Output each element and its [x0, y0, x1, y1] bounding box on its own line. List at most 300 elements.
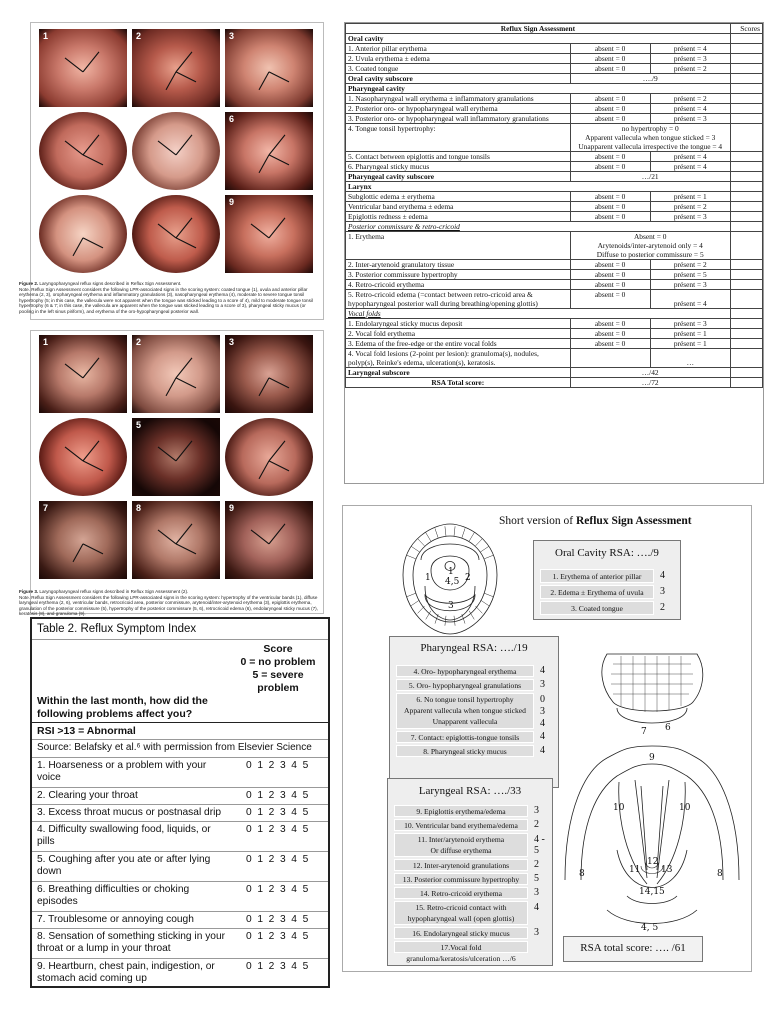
rsi-score-scale[interactable]: 0 1 2 3 4 5	[246, 790, 309, 801]
rsi-question-line-2: following problems affect you?	[37, 708, 193, 720]
laryngeal-rsa-item	[394, 873, 528, 885]
rsa-absent-value: absent = 0	[570, 64, 650, 74]
laryngeal-rsa-item-text: Or diffuse erythema	[430, 846, 492, 855]
mouth-label-3: 3	[448, 601, 454, 611]
arrow-annotation-icon	[225, 335, 313, 413]
rsa-item-label: 2. Vocal fold erythema	[346, 329, 571, 339]
pharyngeal-rsa-item-score: 4	[540, 718, 545, 729]
rsa-item-label: Ventricular band erythema ± edema	[346, 202, 571, 212]
rsa-absent-value: absent = 0	[570, 192, 650, 202]
rsa-graded-values	[570, 232, 730, 260]
pharyngeal-rsa-item	[396, 679, 534, 691]
pharyngeal-rsa-item-score: 0	[540, 694, 545, 705]
rsi-item-divider	[32, 928, 328, 929]
rsa-section-row	[346, 182, 763, 192]
rsa-subscore-row	[346, 74, 763, 84]
rsi-item-text: 3. Excess throat mucus or postnasal drip	[37, 807, 222, 818]
fig2-photo-2	[132, 29, 220, 107]
arrow-annotation-icon	[39, 335, 127, 413]
figure-3-caption	[19, 589, 319, 617]
rsa-present-value: présent = 4	[650, 104, 730, 114]
arrow-annotation-icon	[132, 112, 220, 190]
pharyngeal-rsa-item-text: 5. Oro- hypopharyngeal granulations	[408, 681, 522, 690]
figure-2-caption-note: Note. Reflux Sign Assessment considers the following LPR-associated signs in the scoring system: coated tongue (1), uvula and anterior pillar erythema (2, 3), oropharyngeal erythema and inflammatory granulations (3), nasopharyngeal erythema (4), moderate to severe tongue tonsil hypertrophy (5; in this case, the vallecula were not apparent when the tongue was sticked leading to a score of 4), mild to moderate tongue tonsil hypertrophy (6 & 7; in this case, the vallecula are apparent when the tongue was sticked leading to a score of 3), pharyngeal sticky mucus (or pooling in the left sinus piriform), and erythema of the oro-hypopharyngeal posterior wall.	[19, 286, 313, 314]
rsi-score-scale[interactable]: 0 1 2 3 4 5	[246, 931, 309, 942]
rsa-score-cell	[730, 124, 762, 152]
rsi-item-divider	[32, 851, 328, 852]
fig3-photo-number: 2	[136, 337, 142, 347]
rsi-divider	[32, 639, 328, 640]
mouth-label-45: 4,5	[445, 577, 460, 587]
rsi-item-text: voice	[37, 772, 61, 784]
arrow-annotation-icon	[132, 29, 220, 107]
oral-rsa-item	[540, 569, 654, 583]
rsa-total-box	[563, 936, 703, 962]
rsa-item-label: 1. Nasopharyngeal wall erythema ± inflammatory granulations	[346, 94, 571, 104]
rsa-subscore-label: Pharyngeal cavity subscore	[346, 172, 571, 182]
rsa-item-row	[346, 94, 763, 104]
fig2-photo-4	[39, 112, 127, 190]
short-rsa-title	[499, 515, 692, 527]
rsa-subscore-label: Oral cavity subscore	[346, 74, 571, 84]
rsa-subscore-value: …./9	[570, 74, 730, 84]
rsa-item-row	[346, 270, 763, 280]
reflux-symptom-index-table	[30, 617, 330, 988]
rsi-divider	[32, 739, 328, 740]
fig2-photo-number: 7	[43, 197, 49, 207]
fig2-photo-6	[225, 112, 313, 190]
rsi-item-text: 8. Sensation of something sticking in your	[37, 931, 226, 942]
rsa-present-value: présent = 3	[650, 54, 730, 64]
rsa-score-cell	[730, 74, 762, 84]
rsi-question	[37, 695, 208, 721]
oral-rsa-item-text: 3. Coated tongue	[571, 604, 623, 613]
rsi-score-header-line-3: 5 = severe	[252, 669, 304, 681]
rsa-score-cell	[730, 34, 762, 44]
laryngeal-rsa-item-text: 11. Inter/arytenoid erythema	[417, 835, 505, 844]
fig3-photo-number: 6	[229, 420, 235, 430]
mouth-label-1-right: 2	[465, 573, 471, 583]
figure-3-caption-text: Laryngopharyngeal reflux signs described in Reflux Sign Assessment (2).	[38, 589, 189, 594]
rsa-absent-value: absent = 0	[570, 339, 650, 349]
rsa-item-row	[346, 202, 763, 212]
rsi-divider	[32, 722, 328, 723]
rsa-total-row	[346, 378, 763, 388]
rsa-item-row	[346, 162, 763, 172]
rsi-score-scale[interactable]: 0 1 2 3 4 5	[246, 914, 309, 925]
laryngeal-rsa-item-score: 3	[534, 805, 539, 816]
rsa-item-label: 1. Endolaryngeal sticky mucus deposit	[346, 319, 571, 329]
rsa-subsection-label: Posterior commissure & retro-cricoid	[346, 222, 731, 232]
larynx-label-7: 7	[641, 727, 647, 737]
fig3-photo-4	[39, 418, 127, 496]
fig2-photo-3	[225, 29, 313, 107]
short-rsa-title-prefix: Short version of	[499, 515, 576, 527]
fig2-photo-number: 6	[229, 114, 235, 124]
laryngeal-rsa-item-text: hypopharyngeal wall (open glottis)	[407, 914, 515, 923]
rsa-item-label: 2. Inter-arytenoid granulatory tissue	[346, 260, 571, 270]
pharyngeal-rsa-item	[396, 745, 534, 757]
larynx-label-14-15: 14,15	[639, 887, 665, 897]
rsa-score-cell	[730, 368, 762, 378]
rsi-item-text: 5. Coughing after you ate or after lying	[37, 854, 211, 865]
oral-rsa-item-score: 3	[660, 586, 665, 597]
oral-rsa-item-text: 1. Erythema of anterior pillar	[552, 572, 642, 581]
fig3-photo-2	[132, 335, 220, 413]
rsa-score-cell	[730, 222, 762, 232]
fig2-photo-9	[225, 195, 313, 273]
rsa-score-cell	[730, 319, 762, 329]
rsa-score-cell	[730, 290, 762, 309]
rsi-item-text: 4. Difficulty swallowing food, liquids, or	[37, 824, 211, 835]
fig2-photo-number: 5	[136, 114, 142, 124]
pharyngeal-rsa-item-text: 6. No tongue tonsil hypertrophy	[416, 695, 514, 704]
fig3-photo-number: 8	[136, 503, 142, 513]
larynx-label-8-right: 8	[717, 869, 723, 879]
rsa-item-row	[346, 349, 763, 368]
pharyngeal-rsa-item-score: 4	[540, 731, 545, 742]
short-rsa-title-bold: Reflux Sign Assessment	[575, 515, 692, 527]
rsi-item-text: down	[37, 866, 62, 878]
arrow-annotation-icon	[132, 501, 220, 579]
laryngeal-rsa-item	[394, 927, 528, 939]
rsi-item-divider	[32, 958, 328, 959]
larynx-label-13: 13	[661, 865, 673, 875]
rsa-score-cell	[730, 309, 762, 319]
figure-3-photo-grid	[39, 335, 313, 581]
rsa-present-value: présent = 2	[650, 94, 730, 104]
pharyngeal-rsa-item-score: 3	[540, 706, 545, 717]
rsa-multi-row	[346, 124, 763, 152]
fig3-photo-number: 4	[43, 420, 49, 430]
rsa-title: Reflux Sign Assessment	[346, 24, 731, 34]
fig2-photo-number: 4	[43, 114, 49, 124]
rsa-item-label: 4. Retro-cricoid erythema	[346, 280, 571, 290]
laryngeal-rsa-item-text: 15. Retro-cricoid contact with	[415, 903, 507, 912]
rsi-score-header-line-2: 0 = no problem	[240, 656, 316, 668]
rsa-absent-value: absent = 0	[570, 114, 650, 124]
larynx-label-10-left: 10	[613, 803, 625, 813]
rsi-item-text: 9. Heartburn, chest pain, indigestion, or	[37, 961, 215, 972]
rsa-present-value: présent = 4	[650, 152, 730, 162]
rsa-present-value: présent = 1	[650, 329, 730, 339]
rsi-item-divider	[32, 787, 328, 788]
rsi-question-line-1: Within the last month, how did the	[37, 695, 208, 707]
arrow-annotation-icon	[39, 112, 127, 190]
rsa-item-row	[346, 192, 763, 202]
rsa-score-cell	[730, 232, 762, 260]
rsi-item-divider	[32, 804, 328, 805]
fig3-photo-8	[132, 501, 220, 579]
rsa-item-row	[346, 329, 763, 339]
rsa-section-label: Oral cavity	[346, 34, 731, 44]
rsa-subsection-row	[346, 309, 763, 319]
pharyngeal-rsa-item-text: Unapparent vallecula	[432, 717, 498, 726]
laryngeal-rsa-item-score: 3	[534, 927, 539, 938]
oral-cavity-diagram	[395, 520, 505, 638]
larynx-label-6: 6	[665, 723, 671, 733]
pharyngeal-rsa-item-text: 4. Oro- hypopharyngeal erythema	[413, 667, 517, 676]
rsa-item-label: 3. Posterior oro- or hypopharyngeal wall inflammatory granulations	[346, 114, 571, 124]
rsa-absent-value: absent = 0	[570, 44, 650, 54]
pharyngeal-rsa-item-text: 7. Contact: epiglottis-tongue tonsils	[410, 733, 520, 742]
rsa-section-row	[346, 84, 763, 94]
laryngeal-rsa-item-score: 2	[534, 859, 539, 870]
oral-cavity-rsa-box	[533, 540, 681, 620]
rsa-section-label: Pharyngeal cavity	[346, 84, 731, 94]
rsi-item-text: 1. Hoarseness or a problem with your	[37, 760, 207, 771]
rsa-subscore-row	[346, 368, 763, 378]
rsa-item-row	[346, 319, 763, 329]
rsa-present-value: présent = 5	[650, 270, 730, 280]
fig3-photo-6	[225, 418, 313, 496]
laryngeal-rsa-item-text: 14. Retro-cricoid erythema	[419, 889, 503, 898]
rsi-item-text: 7. Troublesome or annoying cough	[37, 914, 194, 925]
rsa-present-value: présent = 1	[650, 192, 730, 202]
rsi-item-divider	[32, 911, 328, 912]
rsa-graded-value: Arytenoids/inter-arytenoid only = 4	[597, 241, 703, 250]
rsa-score-cell	[730, 329, 762, 339]
rsi-score-header	[232, 643, 324, 695]
rsa-absent-value: absent = 0	[570, 152, 650, 162]
larynx-label-12: 12	[647, 857, 659, 867]
rsa-section-row	[346, 34, 763, 44]
fig2-photo-number: 2	[136, 31, 142, 41]
rsa-item-label-line: hypopharyngeal posterior wall during breathing/opening glottis)	[348, 299, 538, 308]
fig3-photo-number: 7	[43, 503, 49, 513]
laryngeal-rsa-title: Laryngeal RSA: …./33	[418, 785, 522, 797]
pharyngeal-rsa-item-score: 4	[540, 745, 545, 756]
fig3-photo-number: 1	[43, 337, 49, 347]
rsa-absent-value: absent = 0	[570, 319, 650, 329]
laryngeal-rsa-item	[394, 887, 528, 899]
laryngeal-rsa-item-text: 17.Vocal fold granuloma/keratosis/ulceration …/6	[406, 943, 516, 963]
fig3-photo-5	[132, 418, 220, 496]
rsa-item-label: 2. Uvula erythema ± edema	[346, 54, 571, 64]
pharyngeal-rsa-title: Pharyngeal RSA: …./19	[420, 642, 528, 654]
fig2-photo-number: 1	[43, 31, 49, 41]
rsa-graded-value: Apparent vallecula when tongue sticked = 3	[585, 133, 716, 142]
fig2-photo-5	[132, 112, 220, 190]
rsa-item-label-line: polyp(s), Reinke's edema, ulceration(s), keratosis.	[348, 358, 496, 367]
pharyngeal-rsa-item-score: 3	[540, 679, 545, 690]
short-rsa-panel	[342, 505, 752, 972]
rsa-present-value: …	[650, 349, 730, 368]
arrow-annotation-icon	[225, 418, 313, 496]
rsa-scores-header: Scores	[730, 24, 762, 34]
rsa-score-cell	[730, 44, 762, 54]
pharyngeal-rsa-item-text: Apparent vallecula when tongue sticked	[404, 706, 526, 715]
fig3-photo-number: 5	[136, 420, 142, 430]
fig3-photo-1	[39, 335, 127, 413]
rsi-score-scale[interactable]: 0 1 2 3 4 5	[246, 760, 309, 771]
arrow-annotation-icon	[39, 418, 127, 496]
fig3-photo-7	[39, 501, 127, 579]
rsa-score-cell	[730, 162, 762, 172]
rsa-score-cell	[730, 114, 762, 124]
rsa-score-cell	[730, 378, 762, 388]
rsa-item-row	[346, 54, 763, 64]
arrow-annotation-icon	[39, 501, 127, 579]
arrow-annotation-icon	[225, 29, 313, 107]
larynx-label-4-5: 4, 5	[641, 923, 659, 933]
rsa-subscore-label: Laryngeal subscore	[346, 368, 571, 378]
laryngeal-rsa-item-score: 2	[534, 819, 539, 830]
fig2-photo-number: 8	[136, 197, 142, 207]
rsa-absent-value: absent = 0	[570, 270, 650, 280]
laryngeal-rsa-item-score: 4	[534, 902, 539, 913]
arrow-annotation-icon	[225, 195, 313, 273]
arrow-annotation-icon	[132, 335, 220, 413]
rsa-item-label: 3. Posterior commissure hypertrophy	[346, 270, 571, 280]
figure-3-panel	[19, 330, 324, 617]
rsa-score-cell	[730, 54, 762, 64]
rsa-item-row	[346, 44, 763, 54]
rsa-absent-value: absent = 0	[570, 290, 650, 309]
larynx-label-11: 11	[629, 865, 641, 875]
fig3-photo-number: 3	[229, 337, 235, 347]
rsa-score-cell	[730, 182, 762, 192]
laryngeal-rsa-item-text: 13. Posterior commissure hypertrophy	[402, 875, 520, 884]
rsi-item-text: stomach acid coming up	[37, 973, 147, 985]
rsa-present-value: présent = 4	[650, 290, 730, 309]
laryngeal-rsa-item	[394, 901, 528, 925]
rsa-item-label: 6. Pharyngeal sticky mucus	[346, 162, 571, 172]
rsi-score-scale[interactable]: 0 1 2 3 4 5	[246, 854, 309, 865]
laryngeal-rsa-item-score: 5	[534, 873, 539, 884]
larynx-label-8-left: 8	[579, 869, 585, 879]
rsa-absent-value: absent = 0	[570, 54, 650, 64]
rsa-score-cell	[730, 202, 762, 212]
rsi-item-divider	[32, 757, 328, 758]
rsa-absent-value: absent = 0	[570, 260, 650, 270]
rsa-item-label	[346, 349, 571, 368]
rsa-item-label-line: 4. Vocal fold lesions (2-point per lesion): granuloma(s), nodules,	[348, 349, 539, 358]
rsa-present-value: présent = 3	[650, 280, 730, 290]
reflux-sign-assessment-table	[344, 22, 764, 484]
rsa-item-row	[346, 64, 763, 74]
figure-3-caption-note: Note. Reflux Sign Assessment considers the following LPR-associated signs in the scoring system: hypertrophy of the ventricular bands (1), diffuse laryngeal erythema (2, 6), ventricular bands, retrocricoid area, posterior commissure, arytenoid/inter-arytenoid erythema (3), epiglottis erythema, granulation of the posterior commissure (5), hypertrophy of the posterior commissure (5, 6), retrocricoid edema (6), endolaryngeal sticky mucus (7), keratosis (8), and granuloma (9).	[19, 594, 318, 617]
rsa-score-cell	[730, 280, 762, 290]
rsa-item-row	[346, 212, 763, 222]
rsa-absent-value: absent = 0	[570, 104, 650, 114]
rsi-item-text: episodes	[37, 896, 78, 908]
rsa-total-score: RSA total score: …. /61	[580, 942, 686, 954]
rsa-absent-value	[570, 349, 650, 368]
mouth-label-2: 1	[448, 567, 454, 577]
fig2-photo-number: 9	[229, 197, 235, 207]
pharyngeal-rsa-item-score: 4	[540, 665, 545, 676]
rsa-score-cell	[730, 94, 762, 104]
rsa-item-label: 1. Erythema	[346, 232, 571, 260]
rsa-score-cell	[730, 339, 762, 349]
rsa-total-value: …/72	[570, 378, 730, 388]
rsa-item-row	[346, 104, 763, 114]
figure-2-caption	[19, 281, 319, 315]
rsa-item-label-line: 5. Retro-cricoid edema (=contact between retro-cricoid area &	[348, 290, 533, 299]
pharyngeal-rsa-item	[396, 665, 534, 677]
oral-rsa-item	[540, 585, 654, 599]
rsi-item-divider	[32, 821, 328, 822]
oral-rsa-item-text: 2. Edema ± Erythema of uvula	[550, 588, 644, 597]
rsa-absent-value: absent = 0	[570, 202, 650, 212]
rsa-score-cell	[730, 260, 762, 270]
rsa-graded-value: Unapparent vallecula irrespective the tongue = 4	[578, 142, 723, 151]
rsa-graded-value: Diffuse to posterior commissure = 5	[596, 250, 704, 259]
rsa-item-label: Subglottic edema ± erythema	[346, 192, 571, 202]
laryngeal-rsa-item-text: 12. Inter-arytenoid granulations	[412, 861, 510, 870]
laryngeal-rsa-item-text: 10. Ventricular band erythema/edema	[404, 821, 518, 830]
rsa-item-label: 2. Posterior oro- or hypopharyngeal wall erythema	[346, 104, 571, 114]
laryngeal-rsa-item-score: 3	[534, 887, 539, 898]
fig3-photo-number: 9	[229, 503, 235, 513]
laryngeal-rsa-item	[394, 805, 528, 817]
rsa-present-value: présent = 3	[650, 212, 730, 222]
rsa-score-cell	[730, 64, 762, 74]
rsa-item-row	[346, 152, 763, 162]
rsa-absent-value: absent = 0	[570, 94, 650, 104]
rsa-table-grid	[345, 23, 763, 388]
rsa-present-value: présent = 4	[650, 162, 730, 172]
fig2-photo-number: 3	[229, 31, 235, 41]
arrow-annotation-icon	[225, 112, 313, 190]
rsa-item-label: 1. Anterior pillar erythema	[346, 44, 571, 54]
rsi-item-text: 2. Clearing your throat	[37, 790, 138, 801]
rsi-item-text: pills	[37, 836, 55, 848]
rsa-present-value: présent = 2	[650, 202, 730, 212]
pharyngeal-rsa-item-text: 8. Pharyngeal sticky mucus	[423, 747, 507, 756]
rsa-absent-value: absent = 0	[570, 162, 650, 172]
rsi-source: Source: Belafsky et al.⁶ with permission from Elsevier Science	[37, 742, 312, 753]
laryngeal-rsa-box	[387, 778, 553, 966]
rsi-score-scale[interactable]: 0 1 2 3 4 5	[246, 824, 309, 835]
fig2-photo-7	[39, 195, 127, 273]
rsi-threshold: RSI >13 = Abnormal	[37, 725, 136, 737]
rsa-score-cell	[730, 152, 762, 162]
rsa-present-value: présent = 2	[650, 260, 730, 270]
oral-rsa-item-score: 2	[660, 602, 665, 613]
rsi-score-header-line-4: problem	[257, 682, 299, 694]
rsa-subsection-label: Vocal folds	[346, 309, 731, 319]
rsi-score-scale[interactable]: 0 1 2 3 4 5	[246, 961, 309, 972]
laryngeal-rsa-item	[394, 859, 528, 871]
rsi-title: Table 2. Reflux Symptom Index	[37, 623, 197, 635]
larynx-label-10-right: 10	[679, 803, 691, 813]
rsa-item-label: 3. Edema of the free-edge or the entire vocal folds	[346, 339, 571, 349]
rsa-multi-row	[346, 232, 763, 260]
rsa-item-label: 3. Coated tongue	[346, 64, 571, 74]
pharyngeal-rsa-box	[389, 636, 559, 788]
larynx-diagram	[557, 650, 747, 950]
rsa-score-cell	[730, 192, 762, 202]
pharyngeal-rsa-item	[396, 731, 534, 743]
rsa-score-cell	[730, 104, 762, 114]
oral-rsa-item	[540, 601, 654, 615]
rsa-absent-value: absent = 0	[570, 280, 650, 290]
arrow-annotation-icon	[39, 195, 127, 273]
laryngeal-rsa-item-text: 16. Endolaryngeal sticky mucus	[412, 929, 510, 938]
rsa-item-label: Epiglottis redness ± edema	[346, 212, 571, 222]
rsa-absent-value: absent = 0	[570, 212, 650, 222]
fig2-photo-8	[132, 195, 220, 273]
oral-cavity-rsa-title: Oral Cavity RSA: …./9	[555, 547, 659, 559]
rsi-score-scale[interactable]: 0 1 2 3 4 5	[246, 884, 309, 895]
rsi-item-text: 6. Breathing difficulties or choking	[37, 884, 190, 895]
rsi-score-scale[interactable]: 0 1 2 3 4 5	[246, 807, 309, 818]
figure-2-photo-grid	[39, 29, 313, 275]
rsa-subscore-value: …/21	[570, 172, 730, 182]
rsa-score-cell	[730, 212, 762, 222]
